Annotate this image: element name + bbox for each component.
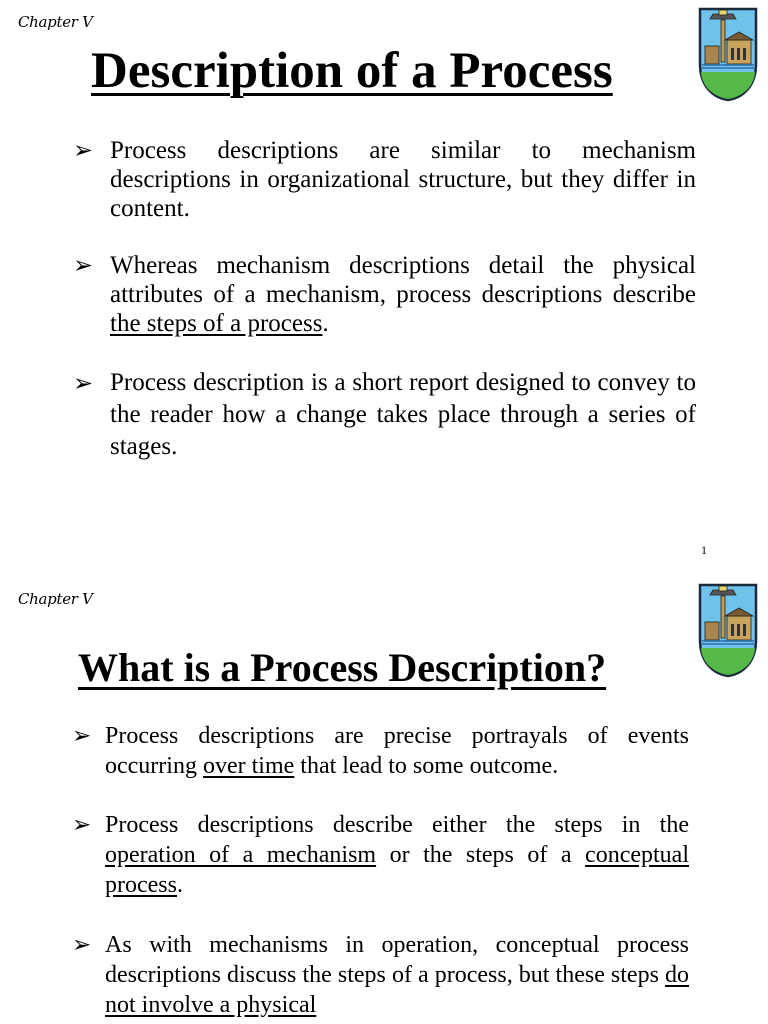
bullet-text: Process descriptions are precise portrayals of events occurring [105,723,689,779]
right-arrowhead-icon: ➢ [72,812,92,838]
bullet-item [73,251,696,338]
underlined-phrase: over time [202,753,295,779]
bullet-text: As with mechanisms in operation, conceptual process descriptions discuss the steps of a process, but these steps [105,932,689,988]
right-arrowhead-icon: ➢ [73,251,94,279]
underlined-phrase-2: conceptual process [105,842,689,898]
right-arrowhead-icon: ➢ [73,136,94,164]
underlined-phrase: operation of a mechanism [105,842,377,868]
slide-2 [0,574,768,1024]
chapter-label: Chapter V [18,13,93,31]
bullet-text-end: that lead to some outcome. [294,753,559,779]
bullet-text: Whereas mechanism descriptions detail the physical attributes of a mechanism, process descriptions describe [110,252,696,308]
bullet-text-end: . [322,310,329,337]
slide-title: What is a Process Description? [78,645,607,690]
right-arrowhead-icon: ➢ [72,723,92,749]
bullet-text: Process descriptions are similar to mechanism descriptions in organizational structure, but they differ in content. [110,137,696,222]
bullet-text: Process descriptions describe either the steps in the [105,812,689,838]
bullet-item [72,810,689,900]
right-arrowhead-icon: ➢ [73,369,94,397]
bullet-item [72,930,689,1020]
right-arrowhead-icon: ➢ [72,932,92,958]
underlined-phrase: the steps of a process [110,310,323,337]
bullet-item [72,721,689,781]
bullet-text-middle: or the steps of a [376,842,586,868]
bullet-item [73,136,696,223]
bullet-item [73,367,696,463]
chapter-label: Chapter V [18,590,93,608]
bullet-text-end: . [176,872,183,898]
slide-title: Description of a Process [91,43,613,99]
lighthouse-shield-emblem-icon [697,6,759,102]
lighthouse-shield-emblem-icon [697,582,759,678]
underlined-phrase: do not involve a physical [105,962,689,1018]
bullet-text: Process description is a short report designed to convey to the reader how a change takes place through a series of stages. [110,369,696,460]
page-number: 1 [701,543,707,557]
